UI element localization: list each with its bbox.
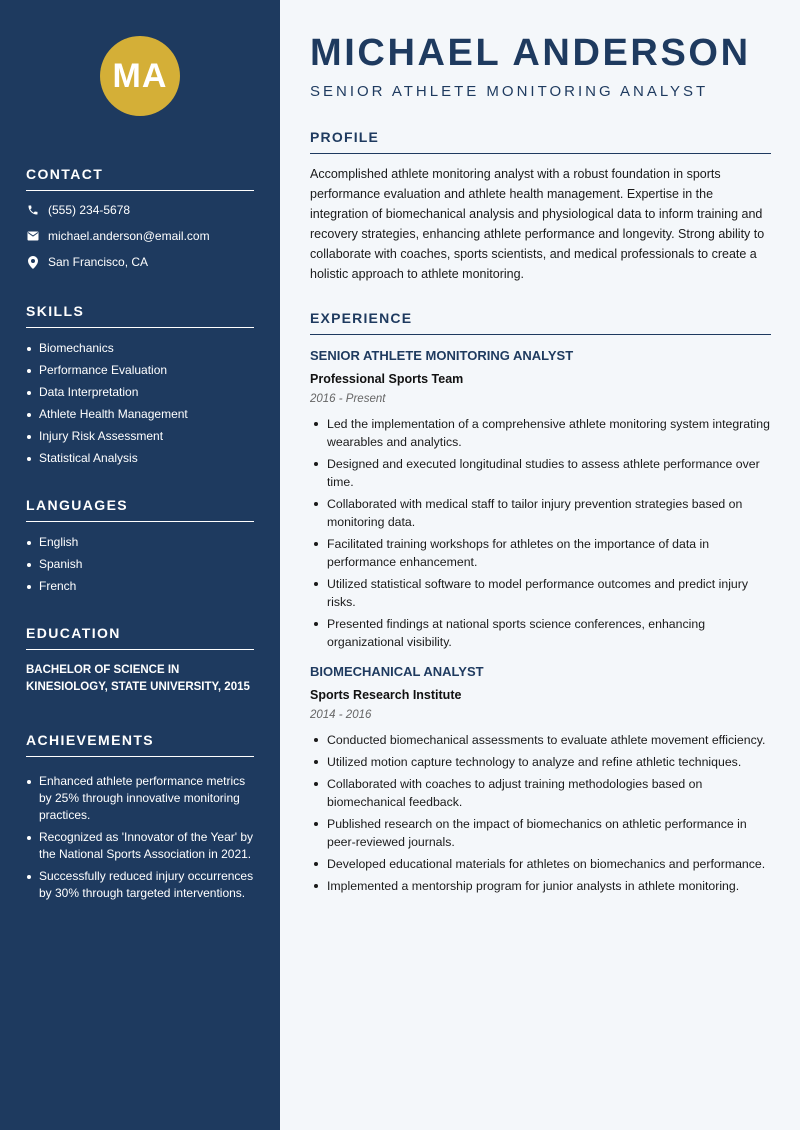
- job-bullet: Facilitated training workshops for athletes on the importance of data in performance enhancement.: [310, 535, 771, 571]
- languages-heading: LANGUAGES: [26, 497, 254, 522]
- phone-icon: [26, 203, 40, 217]
- contact-phone[interactable]: [26, 203, 254, 217]
- achievement-item: Enhanced athlete performance metrics by 25% through innovative monitoring practices.: [26, 773, 254, 824]
- job-bullet: Collaborated with coaches to adjust training methodologies based on biomechanical feedback.: [310, 775, 771, 811]
- education-heading: EDUCATION: [26, 625, 254, 650]
- job-company: Professional Sports Team: [310, 372, 464, 386]
- job-bullet: Designed and executed longitudinal studies to assess athlete performance over time.: [310, 455, 771, 491]
- contact-location-text: San Francisco, CA: [48, 255, 149, 269]
- contact-location: [26, 255, 254, 269]
- education-degree: BACHELOR OF SCIENCE IN KINESIOLOGY, STATE UNIVERSITY, 2015: [26, 664, 250, 693]
- contact-email-text: michael.anderson@email.com: [48, 229, 210, 243]
- job-bullet: Implemented a mentorship program for junior analysts in athlete monitoring.: [310, 877, 771, 895]
- avatar: [100, 36, 180, 116]
- contact-section: [26, 166, 254, 269]
- profile-text: Accomplished athlete monitoring analyst with a robust foundation in sports performance evaluation and athlete health management. Expertise in the integration of biomechanical analysis and physiological data to inform training and recovery strategies, enhancing athlete performance and longevity. Strong ability to collaborate with coaches, sports scientists, and medical professionals to create a holistic approach to athlete monitoring.: [310, 167, 765, 281]
- main-content: [310, 0, 771, 899]
- profile-section: [310, 129, 771, 284]
- job-bullet: Conducted biomechanical assessments to evaluate athlete movement efficiency.: [310, 731, 771, 749]
- skill-item: Athlete Health Management: [26, 406, 254, 423]
- job-bullet: Presented findings at national sports science conferences, enhancing organizational visibility.: [310, 615, 771, 651]
- skill-item: Data Interpretation: [26, 384, 254, 401]
- skill-item: Injury Risk Assessment: [26, 428, 254, 445]
- candidate-title: SENIOR ATHLETE MONITORING ANALYST: [310, 83, 709, 100]
- achievements-list: [26, 773, 254, 902]
- mail-icon: [26, 229, 40, 243]
- skills-heading: SKILLS: [26, 303, 254, 328]
- contact-email[interactable]: [26, 229, 254, 243]
- profile-heading: PROFILE: [310, 129, 771, 154]
- job-bullet: Utilized motion capture technology to analyze and refine athletic techniques.: [310, 753, 771, 771]
- experience-section: [310, 310, 771, 895]
- skill-item: Performance Evaluation: [26, 362, 254, 379]
- job-bullet: Collaborated with medical staff to tailor injury prevention strategies based on monitoring data.: [310, 495, 771, 531]
- job-bullets: [310, 731, 771, 895]
- experience-heading: EXPERIENCE: [310, 310, 771, 335]
- achievements-section: [26, 732, 254, 902]
- job-entry: [310, 348, 771, 651]
- location-pin-icon: [26, 255, 40, 269]
- contact-heading: CONTACT: [26, 166, 254, 191]
- contact-phone-text: (555) 234-5678: [48, 203, 131, 217]
- education-section: [26, 625, 254, 696]
- candidate-name: MICHAEL ANDERSON: [310, 32, 751, 74]
- job-bullets: [310, 415, 771, 651]
- languages-list: [26, 534, 254, 595]
- avatar-initials: MA: [112, 56, 168, 95]
- skills-section: [26, 303, 254, 467]
- job-dates: 2016 - Present: [310, 393, 386, 405]
- job-entry: [310, 664, 771, 895]
- achievement-item: Successfully reduced injury occurrences by 30% through targeted interventions.: [26, 868, 254, 902]
- language-item: French: [26, 578, 254, 595]
- skill-item: Biomechanics: [26, 340, 254, 357]
- skills-list: [26, 340, 254, 467]
- job-bullet: Published research on the impact of biomechanics on athletic performance in peer-reviewed journals.: [310, 815, 771, 851]
- job-role: BIOMECHANICAL ANALYST: [310, 664, 484, 679]
- languages-section: [26, 497, 254, 595]
- sidebar: [0, 0, 280, 1130]
- job-role: SENIOR ATHLETE MONITORING ANALYST: [310, 348, 574, 363]
- language-item: Spanish: [26, 556, 254, 573]
- job-bullet: Developed educational materials for athletes on biomechanics and performance.: [310, 855, 771, 873]
- job-bullet: Led the implementation of a comprehensive athlete monitoring system integrating wearables and analytics.: [310, 415, 771, 451]
- job-bullet: Utilized statistical software to model performance outcomes and predict injury risks.: [310, 575, 771, 611]
- job-dates: 2014 - 2016: [310, 709, 372, 721]
- skill-item: Statistical Analysis: [26, 450, 254, 467]
- achievement-item: Recognized as 'Innovator of the Year' by the National Sports Association in 2021.: [26, 829, 254, 863]
- job-company: Sports Research Institute: [310, 688, 462, 702]
- achievements-heading: ACHIEVEMENTS: [26, 732, 254, 757]
- language-item: English: [26, 534, 254, 551]
